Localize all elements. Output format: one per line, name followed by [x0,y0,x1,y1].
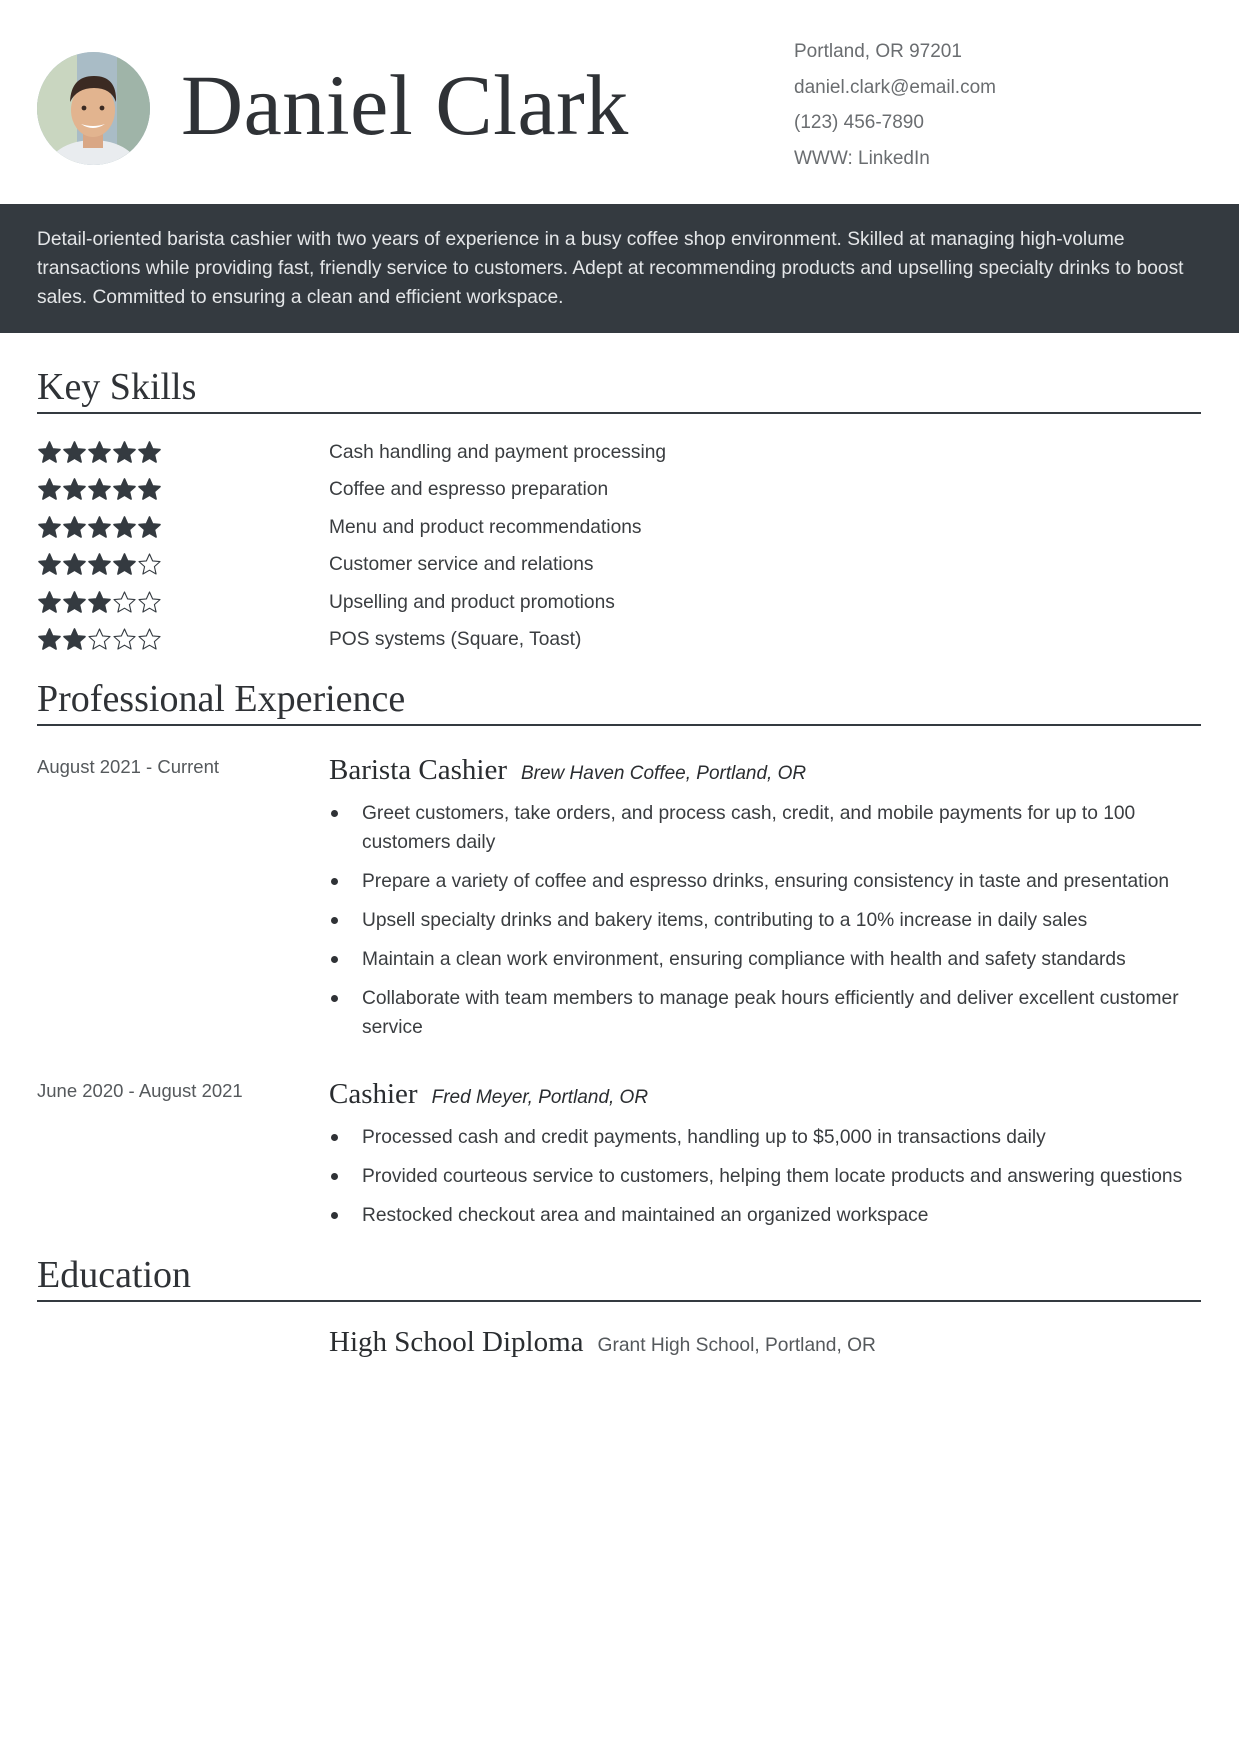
job-heading [329,1078,648,1111]
star-filled-icon [87,590,112,615]
education-degree: High School Diploma [329,1326,584,1358]
section-title-key-skills: Key Skills [37,364,1201,414]
section-title-experience: Professional Experience [37,676,1201,726]
resume-header [0,0,1239,204]
skill-label: Upselling and product promotions [329,592,615,613]
list-item [329,945,1209,974]
bullet-text: Upsell specialty drinks and bakery items, contributing to a 10% increase in daily sales [362,910,1088,931]
skill-row [37,552,1201,589]
job-dates: August 2021 - Current [37,756,220,777]
bullet-icon [331,1173,338,1180]
job-bullets [329,799,1209,1052]
skill-row [37,440,1201,477]
bullet-text: Collaborate with team members to manage peak hours efficiently and deliver excellent customer service [362,988,1179,1038]
bullet-text: Provided courteous service to customers, helping them locate products and answering questions [362,1166,1183,1187]
bullet-icon [331,956,338,963]
star-filled-icon [37,590,62,615]
skill-rating [37,590,162,616]
job-heading [329,754,806,787]
list-item [329,1201,1209,1230]
star-filled-icon [62,627,87,652]
star-filled-icon [112,552,137,577]
star-filled-icon [37,552,62,577]
star-empty-icon [137,552,162,577]
skill-label: Menu and product recommendations [329,517,642,538]
candidate-name: Daniel Clark [181,57,629,153]
list-item [329,799,1209,857]
job-company: Brew Haven Coffee, Portland, OR [520,763,807,784]
skill-label: POS systems (Square, Toast) [329,629,582,650]
star-filled-icon [37,440,62,465]
star-filled-icon [137,515,162,540]
star-filled-icon [62,515,87,540]
professional-summary: Detail-oriented barista cashier with two years of experience in a busy coffee shop environment. Skilled at managing high-volume transactions while providing fast, friendly service to customers. Adept at recommending products and upselling specialty drinks to boost sales. Committed to ensuring a clean and efficient workspace. [0,204,1239,333]
job-title: Cashier [329,1078,418,1110]
education-entry [329,1326,876,1359]
skill-row [37,627,1201,664]
avatar-icon [37,52,150,165]
section-title-education: Education [37,1252,1201,1302]
bullet-text: Prepare a variety of coffee and espresso drinks, ensuring consistency in taste and presentation [362,871,1170,892]
skill-rating [37,477,162,503]
skill-rating [37,515,162,541]
star-filled-icon [37,515,62,540]
skill-label: Coffee and espresso preparation [329,479,609,500]
list-item [329,867,1209,896]
contact-info [794,36,996,178]
list-item [329,1123,1209,1152]
star-filled-icon [62,440,87,465]
star-filled-icon [37,627,62,652]
star-filled-icon [137,440,162,465]
bullet-icon [331,1134,338,1141]
bullet-text: Processed cash and credit payments, handling up to $5,000 in transactions daily [362,1127,1046,1148]
profile-photo [37,52,150,165]
star-filled-icon [112,477,137,502]
contact-email[interactable]: daniel.clark@email.com [794,76,996,98]
skill-label: Cash handling and payment processing [329,442,667,463]
contact-website[interactable]: WWW: LinkedIn [794,147,930,169]
skill-rating [37,552,162,578]
bullet-text: Maintain a clean work environment, ensuring compliance with health and safety standards [362,949,1126,970]
list-item [329,1162,1209,1191]
star-empty-icon [112,590,137,615]
contact-location: Portland, OR 97201 [794,41,962,62]
star-filled-icon [62,477,87,502]
bullet-text: Greet customers, take orders, and process cash, credit, and mobile payments for up to 100 customers daily [362,803,1136,853]
bullet-icon [331,810,338,817]
list-item [329,906,1209,935]
bullet-icon [331,878,338,885]
skill-label: Customer service and relations [329,554,594,575]
star-empty-icon [112,627,137,652]
skill-rating [37,627,162,653]
star-filled-icon [62,552,87,577]
skill-row [37,590,1201,627]
list-item [329,984,1209,1042]
star-empty-icon [87,627,112,652]
job-dates: June 2020 - August 2021 [37,1080,243,1101]
star-filled-icon [62,590,87,615]
contact-phone[interactable]: (123) 456-7890 [794,112,924,133]
star-empty-icon [137,590,162,615]
job-bullets [329,1123,1209,1240]
job-title: Barista Cashier [329,754,507,786]
skill-rating [37,440,162,466]
skill-row [37,477,1201,514]
bullet-icon [331,917,338,924]
bullet-icon [331,1212,338,1219]
star-filled-icon [87,515,112,540]
star-filled-icon [112,440,137,465]
star-empty-icon [137,627,162,652]
star-filled-icon [87,477,112,502]
education-school: Grant High School, Portland, OR [597,1335,876,1356]
star-filled-icon [137,477,162,502]
star-filled-icon [37,477,62,502]
job-company: Fred Meyer, Portland, OR [431,1087,649,1108]
star-filled-icon [87,552,112,577]
skill-row [37,515,1201,552]
star-filled-icon [112,515,137,540]
bullet-icon [331,995,338,1002]
star-filled-icon [87,440,112,465]
bullet-text: Restocked checkout area and maintained an organized workspace [362,1205,929,1226]
